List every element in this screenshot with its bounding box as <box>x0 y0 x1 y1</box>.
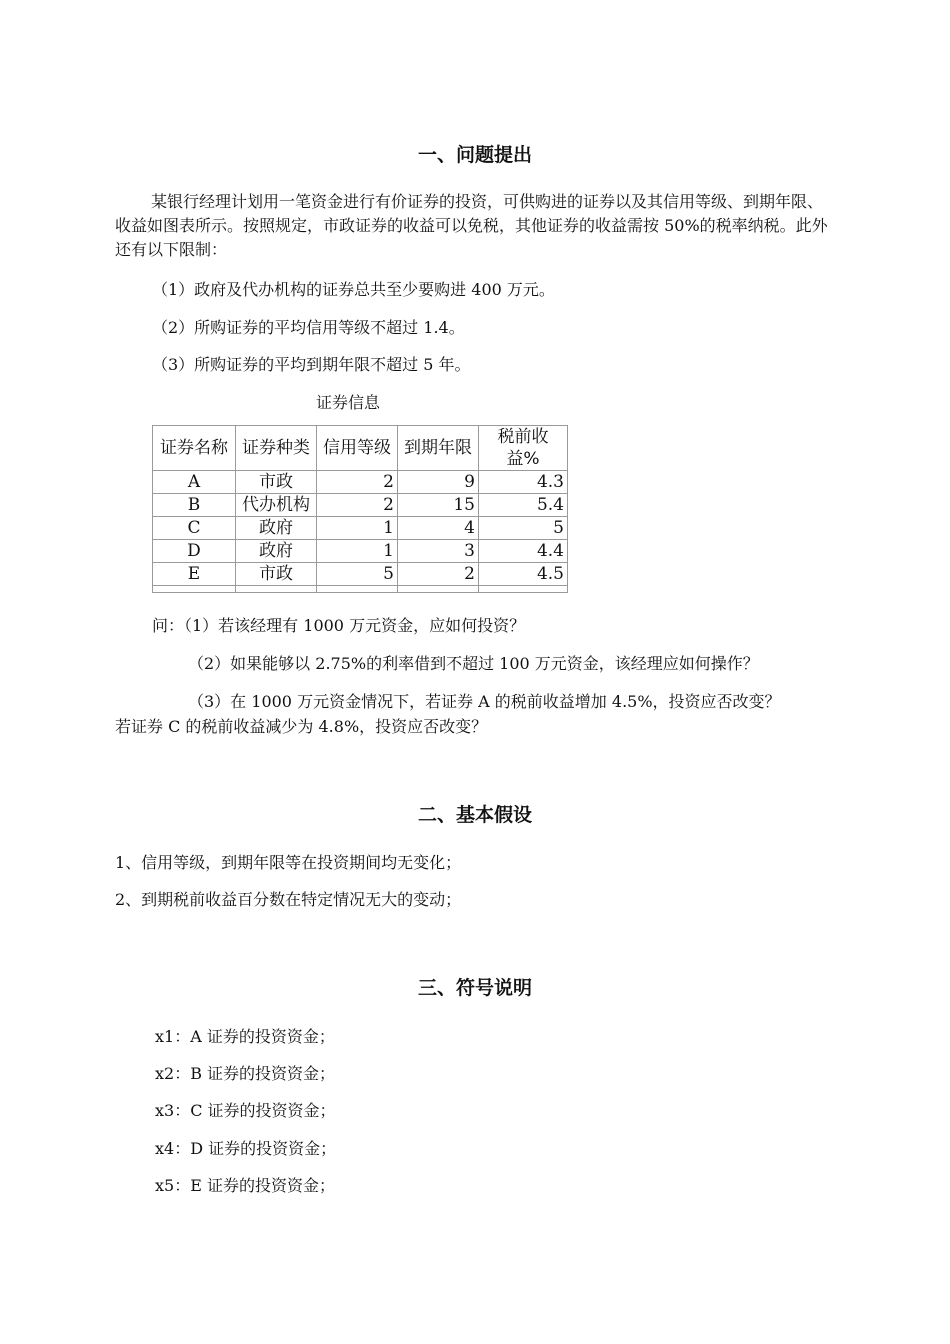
table-cell: 5 <box>317 563 398 586</box>
table-cell: B <box>153 494 236 517</box>
table-cell: 2 <box>398 563 479 586</box>
constraint-3: （3）所购证券的平均到期年限不超过 5 年。 <box>152 355 471 374</box>
table-row <box>153 471 568 494</box>
table-cell: 政府 <box>236 517 317 540</box>
table-cell: 4 <box>398 517 479 540</box>
assumption-1: 1、信用等级，到期年限等在投资期间均无变化； <box>115 853 462 872</box>
table-cell: 5.4 <box>479 494 568 517</box>
table-cell: 市政 <box>236 471 317 494</box>
question-2: （2）如果能够以 2.75%的利率借到不超过 100 万元资金，该经理应如何操作？ <box>188 654 759 673</box>
table-row <box>153 517 568 540</box>
symbol-x3: x3：C 证券的投资资金； <box>155 1101 336 1120</box>
table-cell: 15 <box>398 494 479 517</box>
table-cell: 市政 <box>236 563 317 586</box>
section-3-title: 三、符号说明 <box>417 977 532 999</box>
table-cell: 2 <box>317 494 398 517</box>
table-cell <box>398 586 479 593</box>
table-cell: D <box>153 540 236 563</box>
table-cell: 4.4 <box>479 540 568 563</box>
header-cell: 信用等级 <box>317 426 398 471</box>
table-cell: 4.3 <box>479 471 568 494</box>
header-cell: 税前收益% <box>479 426 568 471</box>
table-blank-row <box>153 586 568 593</box>
symbol-x4: x4：D 证券的投资资金； <box>155 1139 337 1158</box>
header-cell: 证券名称 <box>153 426 236 471</box>
question-1: 问：（1）若该经理有 1000 万元资金，应如何投资？ <box>152 616 526 635</box>
table-cell: 代办机构 <box>236 494 317 517</box>
table-cell <box>317 586 398 593</box>
table-cell: E <box>153 563 236 586</box>
question-3-line-1: （3）在 1000 万元资金情况下，若证券 A 的税前收益增加 4.5%，投资应否改变？ <box>188 692 781 711</box>
table-cell <box>479 586 568 593</box>
question-3-line-2: 若证券 C 的税前收益减少为 4.8%，投资应否改变？ <box>115 717 488 736</box>
table-header-row <box>153 426 568 471</box>
header-cell: 证券种类 <box>236 426 317 471</box>
table-cell: 1 <box>317 517 398 540</box>
table-row <box>153 540 568 563</box>
assumption-2: 2、到期税前收益百分数在特定情况无大的变动； <box>115 890 462 909</box>
table-cell: 1 <box>317 540 398 563</box>
intro-text: 某银行经理计划用一笔资金进行有价证券的投资，可供购进的证券以及其信用等级、到期年限、收益如图表所示。按照规定，市政证券的收益可以免税，其他证券的收益需按 50%的税率纳税。此外还有以下限制： <box>115 192 828 259</box>
header-cell: 到期年限 <box>398 426 479 471</box>
symbol-x5: x5：E 证券的投资资金； <box>155 1176 335 1195</box>
table-cell: 9 <box>398 471 479 494</box>
table-cell: 3 <box>398 540 479 563</box>
constraint-2: （2）所购证券的平均信用等级不超过 1.4。 <box>152 318 465 337</box>
table-cell <box>236 586 317 593</box>
table-caption: 证券信息 <box>316 393 381 412</box>
table-cell: C <box>153 517 236 540</box>
table-cell: A <box>153 471 236 494</box>
table-row <box>153 494 568 517</box>
table-cell: 2 <box>317 471 398 494</box>
table-cell <box>153 586 236 593</box>
table-cell: 政府 <box>236 540 317 563</box>
table-row <box>153 563 568 586</box>
symbol-x1: x1：A 证券的投资资金； <box>155 1027 335 1046</box>
table-cell: 4.5 <box>479 563 568 586</box>
table-cell: 5 <box>479 517 568 540</box>
constraint-1: （1）政府及代办机构的证券总共至少要购进 400 万元。 <box>152 280 555 299</box>
intro-paragraph <box>115 190 835 262</box>
section-2-title: 二、基本假设 <box>417 804 532 826</box>
section-1-title: 一、问题提出 <box>417 144 532 166</box>
symbol-x2: x2：B 证券的投资资金； <box>155 1064 336 1083</box>
securities-table <box>152 425 568 593</box>
